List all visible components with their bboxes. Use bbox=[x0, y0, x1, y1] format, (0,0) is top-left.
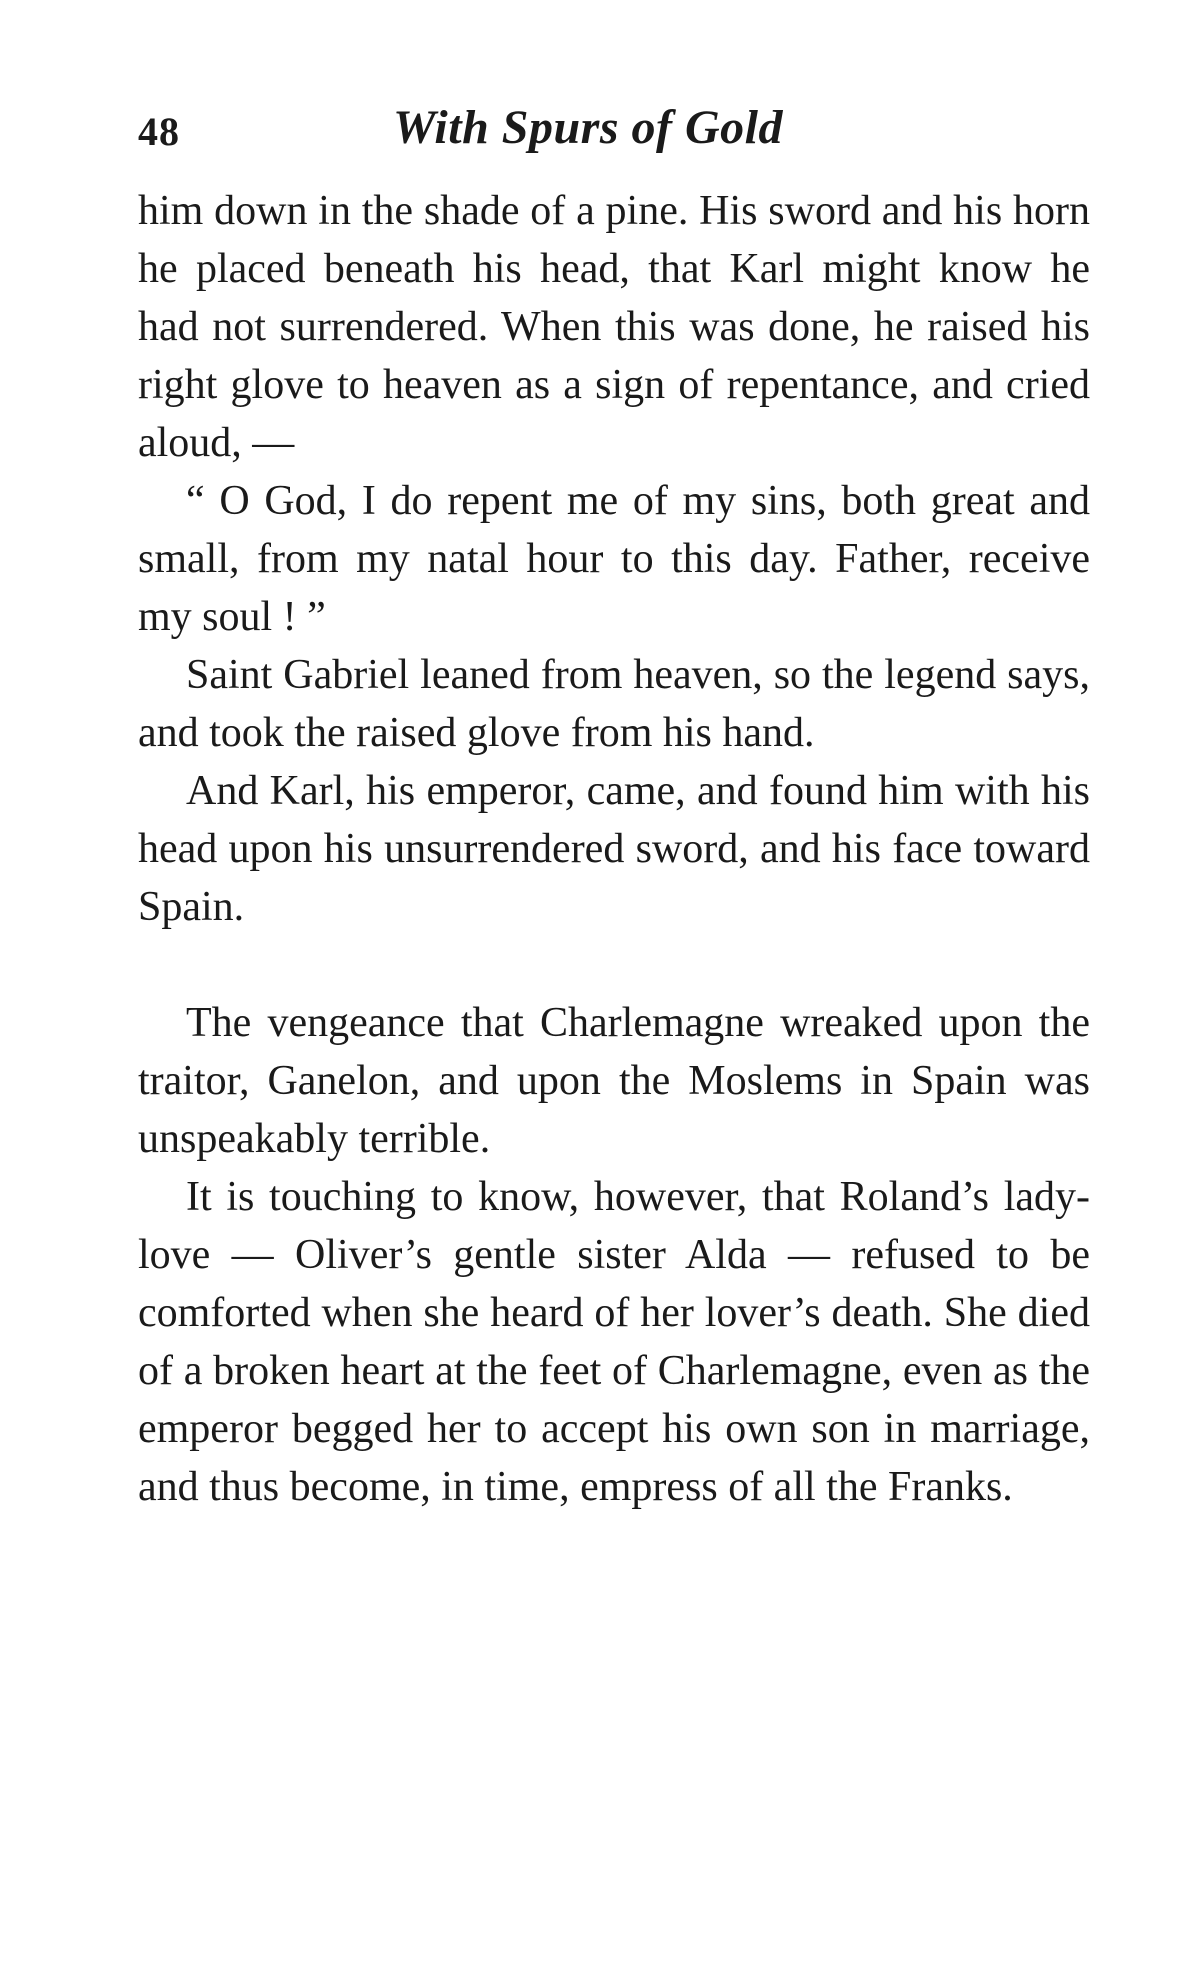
running-head bbox=[138, 100, 1090, 170]
section-break bbox=[138, 936, 1090, 994]
body-text bbox=[138, 182, 1090, 1516]
page-number: 48 bbox=[138, 109, 180, 154]
paragraph-vengeance: The vengeance that Charlemagne wreaked upon the traitor, Ganelon, and upon the Moslems in Spain was unspeakably terrible. bbox=[138, 1000, 1090, 1162]
paragraph-karl-came: And Karl, his emperor, came, and found him with his head upon his unsurrendered sword, and his face toward Spain. bbox=[138, 768, 1090, 930]
paragraph-prayer-quote: “ O God, I do repent me of my sins, both great and small, from my natal hour to this day. Father, receive my soul ! ” bbox=[138, 478, 1090, 640]
paragraph-continuation: him down in the shade of a pine. His sword and his horn he placed beneath his head, that Karl might know he had not surrendered. When this was done, he raised his right glove to heaven as a sign of repentance, and cried aloud, — bbox=[138, 188, 1090, 466]
running-title: With Spurs of Gold bbox=[393, 101, 783, 154]
paragraph-saint-gabriel: Saint Gabriel leaned from heaven, so the legend says, and took the raised glove from his hand. bbox=[138, 652, 1090, 756]
paragraph-alda: It is touching to know, however, that Roland’s lady-love — Oliver’s gentle sister Alda — refused to be comforted when she heard of her lover’s death. She died of a broken heart at the feet of Charlemagne, even as the emperor begged her to accept his own son in marriage, and thus become, in time, empress of all the Franks. bbox=[138, 1174, 1090, 1510]
